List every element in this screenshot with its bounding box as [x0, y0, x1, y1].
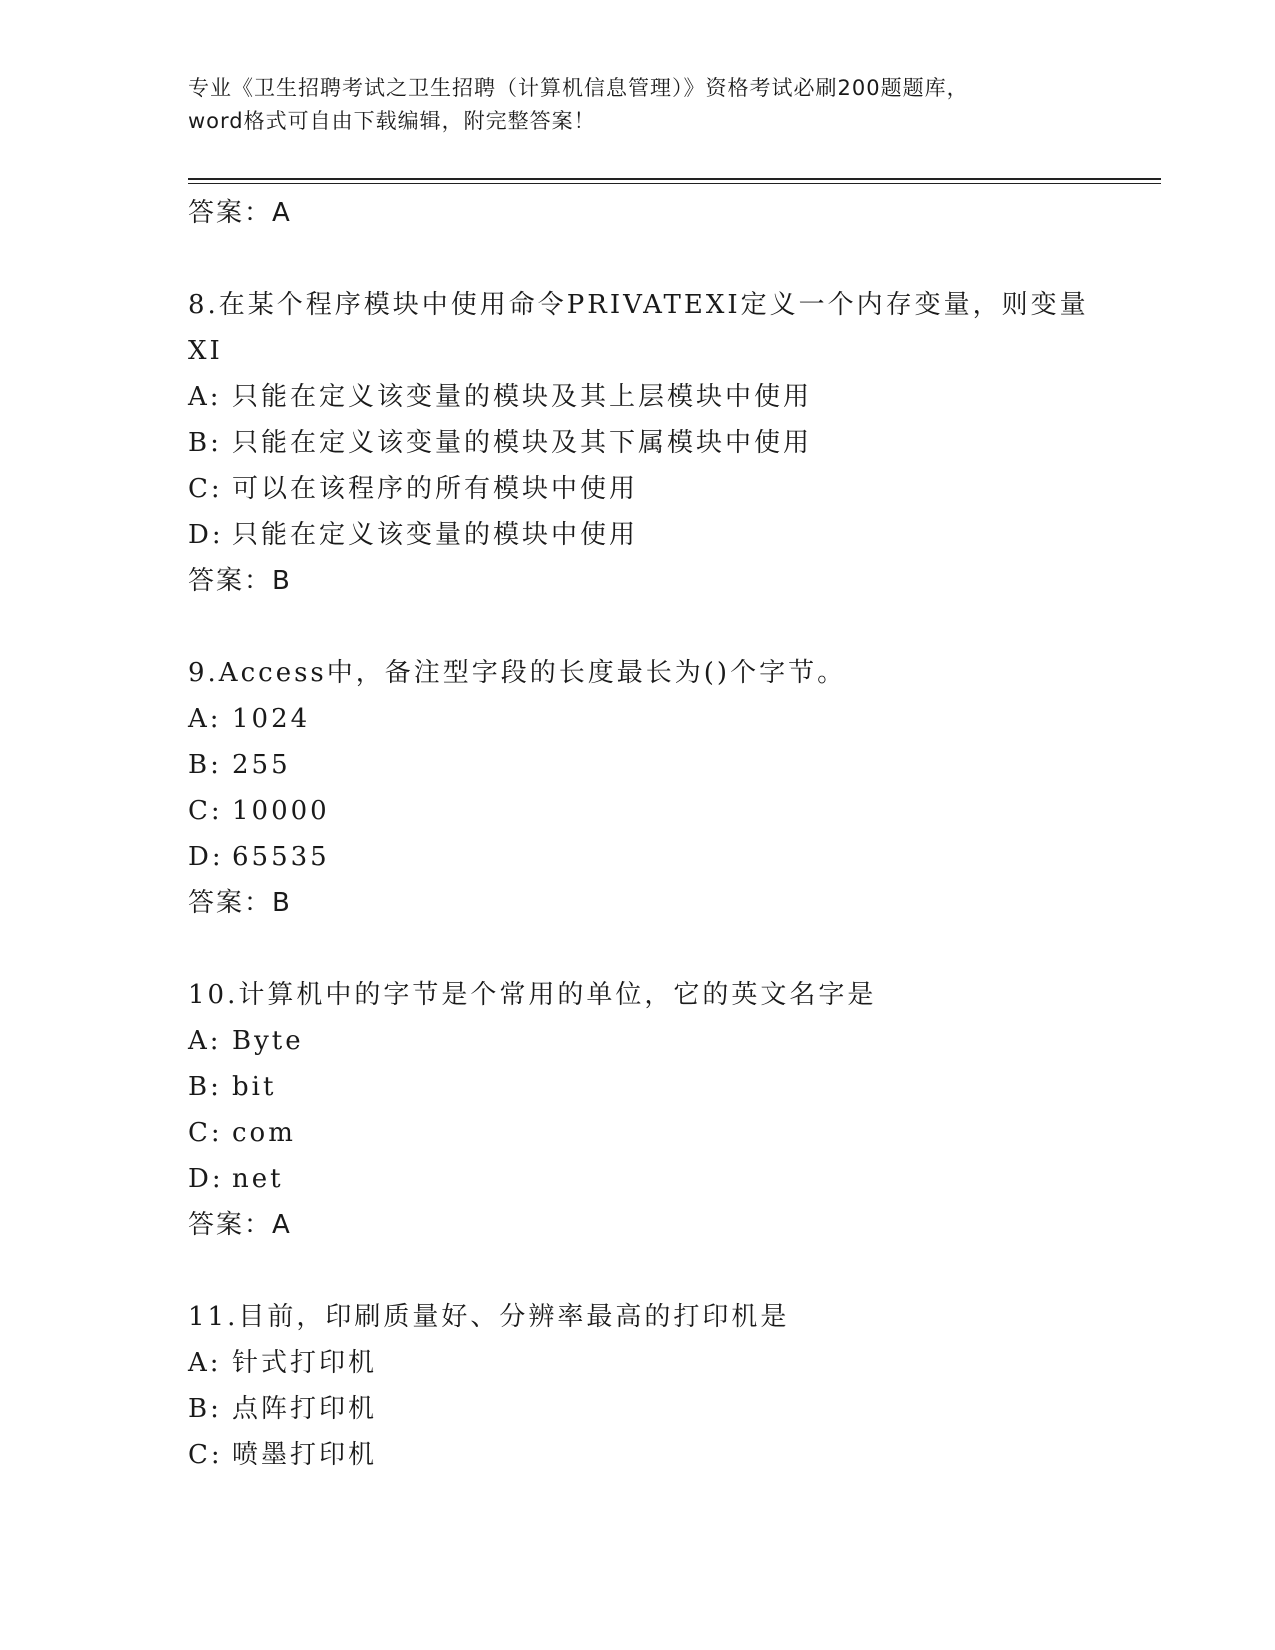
option-text: 只能在定义该变量的模块中使用 [232, 520, 639, 550]
question-stem: 10.计算机中的字节是个常用的单位，它的英文名字是 [188, 980, 877, 1010]
option-label: A: [188, 704, 222, 734]
option-text: 255 [232, 750, 291, 780]
option-text: com [232, 1118, 296, 1148]
option-c [188, 466, 1148, 512]
answer: 答案：A [188, 1210, 292, 1240]
option-text: 65535 [232, 842, 330, 872]
question-10 [188, 972, 1148, 1248]
option-label: C: [188, 1440, 223, 1470]
option-d [188, 512, 1148, 558]
question-stem-continued: XI [188, 336, 223, 366]
option-b [188, 420, 1148, 466]
previous-answer: 答案：A [188, 198, 292, 228]
header-line-1: 专业《卫生招聘考试之卫生招聘（计算机信息管理）》资格考试必刷200题题库， [188, 76, 969, 100]
option-label: C: [188, 1118, 223, 1148]
option-a [188, 696, 1148, 742]
option-text: 10000 [232, 796, 330, 826]
question-9 [188, 650, 1148, 926]
option-b [188, 1064, 1148, 1110]
option-label: A: [188, 382, 222, 412]
header-line-2: word格式可自由下载编辑，附完整答案！ [188, 109, 596, 133]
question-stem: 9.Access中，备注型字段的长度最长为()个字节。 [188, 658, 847, 688]
answer: 答案：B [188, 566, 292, 596]
header-divider-thin [188, 183, 1161, 184]
option-label: B: [188, 750, 222, 780]
option-c [188, 1432, 1148, 1478]
option-label: D: [188, 1164, 224, 1194]
option-d [188, 834, 1148, 880]
option-label: C: [188, 474, 223, 504]
question-list [188, 190, 1148, 1478]
option-label: B: [188, 1394, 222, 1424]
header-divider-thick [188, 178, 1161, 180]
option-label: D: [188, 842, 224, 872]
option-text: 可以在该程序的所有模块中使用 [232, 474, 639, 504]
option-label: B: [188, 1072, 222, 1102]
option-text: 点阵打印机 [232, 1394, 378, 1424]
option-text: Byte [232, 1026, 304, 1056]
option-label: A: [188, 1348, 222, 1378]
option-d [188, 1156, 1148, 1202]
option-a [188, 374, 1148, 420]
option-text: net [232, 1164, 284, 1194]
option-text: 喷墨打印机 [232, 1440, 378, 1470]
option-c [188, 788, 1148, 834]
option-text: 1024 [232, 704, 311, 734]
option-c [188, 1110, 1148, 1156]
question-8 [188, 282, 1148, 604]
question-stem: 11.目前，印刷质量好、分辨率最高的打印机是 [188, 1302, 790, 1332]
option-text: 只能在定义该变量的模块及其上层模块中使用 [232, 382, 813, 412]
option-label: B: [188, 428, 222, 458]
option-text: 针式打印机 [232, 1348, 378, 1378]
option-b [188, 742, 1148, 788]
option-b [188, 1386, 1148, 1432]
option-text: 只能在定义该变量的模块及其下属模块中使用 [232, 428, 813, 458]
answer: 答案：B [188, 888, 292, 918]
option-a [188, 1018, 1148, 1064]
option-label: D: [188, 520, 224, 550]
option-text: bit [232, 1072, 277, 1102]
option-label: C: [188, 796, 223, 826]
option-a [188, 1340, 1148, 1386]
question-stem: 8.在某个程序模块中使用命令PRIVATEXI定义一个内存变量，则变量 [188, 290, 1089, 320]
document-header [188, 72, 1148, 138]
question-11 [188, 1294, 1148, 1478]
option-label: A: [188, 1026, 222, 1056]
